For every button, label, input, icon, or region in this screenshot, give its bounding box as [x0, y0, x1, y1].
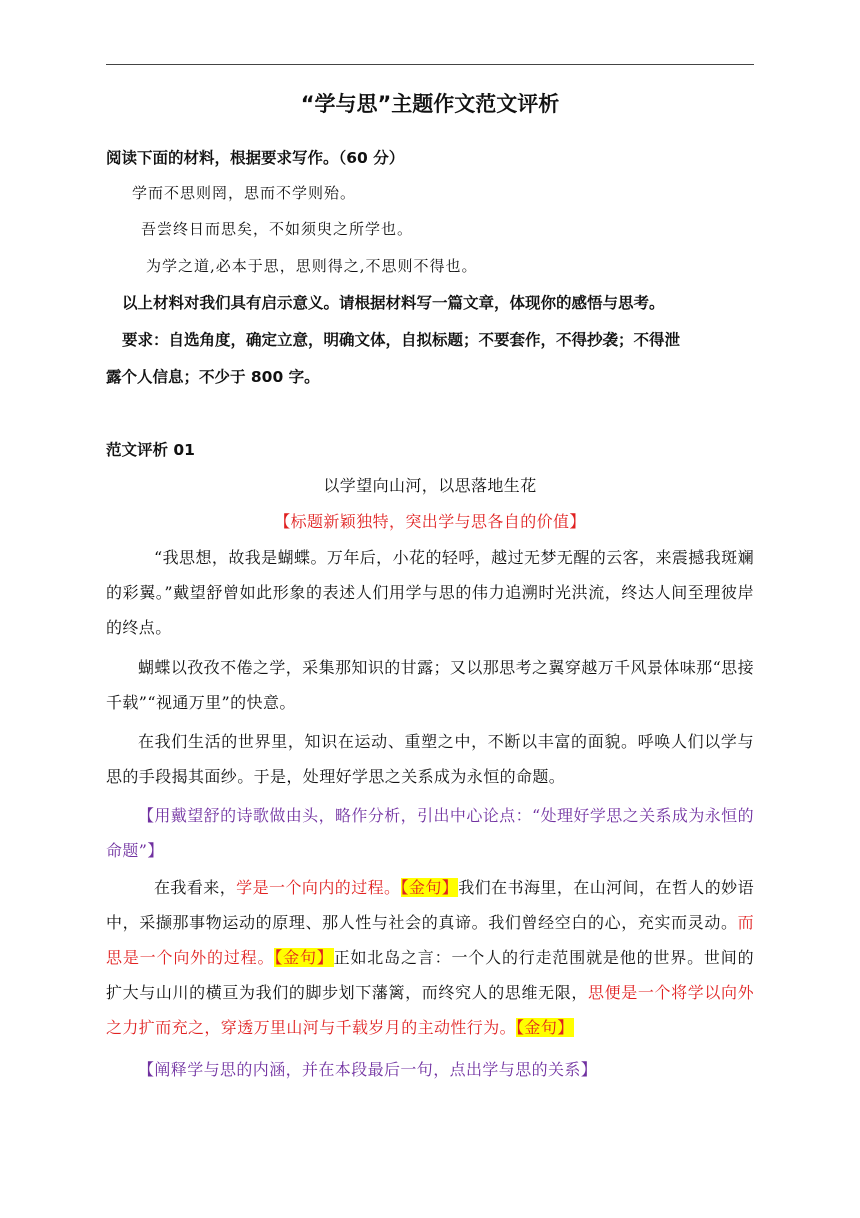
golden-tag-2: 【金句】 — [274, 948, 334, 967]
essay-title: 以学望向山河，以思落地生花 — [323, 476, 537, 495]
paragraph-2: 蝴蝶以孜孜不倦之学，采集那知识的甘露；又以那思考之翼穿越万千风景体味那“思接千载”“视通万里”的快意。 — [106, 658, 754, 712]
page-title: “学与思”主题作文范文评析 — [300, 92, 560, 116]
comment-2: 【阐释学与思的内涵，并在本段最后一句，点出学与思的关系】 — [138, 1060, 598, 1079]
paragraph-3: 在我们生活的世界里，知识在运动、重塑之中，不断以丰富的面貌。呼唤人们以学与思的手段揭其面纱。于是，处理好学思之关系成为永恒的命题。 — [106, 732, 754, 786]
golden-sentence-1: 学是一个向内的过程。 — [236, 878, 401, 897]
golden-sentence-2: 而思是一个向外的过程。 — [106, 913, 754, 967]
requirement-line-1: 要求：自选角度，确定立意，明确文体，自拟标题；不要套作，不得抄袭；不得泄 — [122, 331, 681, 349]
quote-2: 吾尝终日而思矣，不如须臾之所学也。 — [141, 220, 414, 238]
golden-tag-3: 【金句】 — [516, 1018, 574, 1037]
paragraph-4 — [106, 870, 754, 1045]
para4-middle: 我们在书海里，在山河间，在哲人的妙语中，采撷那事物运动的原理、那人性与社会的真谛。我们曾经空白的心，充实而灵动。 — [106, 878, 754, 932]
para4-lead: 在我看来， — [154, 878, 237, 897]
quote-3: 为学之道,必本于思，思则得之,不思则不得也。 — [146, 257, 478, 275]
title-comment: 【标题新颖独特，突出学与思各自的价值】 — [274, 512, 586, 531]
instruction: 阅读下面的材料，根据要求写作。（60 分） — [106, 149, 405, 167]
golden-tag-1: 【金句】 — [400, 878, 459, 897]
section-heading: 范文评析 01 — [106, 441, 195, 459]
quote-1: 学而不思则罔，思而不学则殆。 — [132, 184, 357, 202]
para4-tail: 正如北岛之言：一个人的行走范围就是他的世界。世间的扩大与山川的横亘为我们的脚步划下藩篱，而终究人的思维无限， — [106, 948, 754, 1002]
requirement-line-2: 露个人信息；不少于 800 字。 — [106, 368, 320, 386]
paragraph-1: “我思想，故我是蝴蝶。万年后，小花的轻呼，越过无梦无醒的云客，来震撼我斑斓的彩翼。”戴望舒曾如此形象的表述人们用学与思的伟力追溯时光洪流，终达人间至理彼岸的终点。 — [106, 548, 754, 637]
comment-1: 【用戴望舒的诗歌做由头，略作分析，引出中心论点：“处理好学思之关系成为永恒的命题”】 — [106, 806, 754, 860]
header-rule — [106, 64, 754, 65]
prompt: 以上材料对我们具有启示意义。请根据材料写一篇文章，体现你的感悟与思考。 — [122, 294, 665, 312]
golden-sentence-3: 思便是一个将学以向外之力扩而充之，穿透万里山河与千载岁月的主动性行为。 — [106, 983, 754, 1037]
